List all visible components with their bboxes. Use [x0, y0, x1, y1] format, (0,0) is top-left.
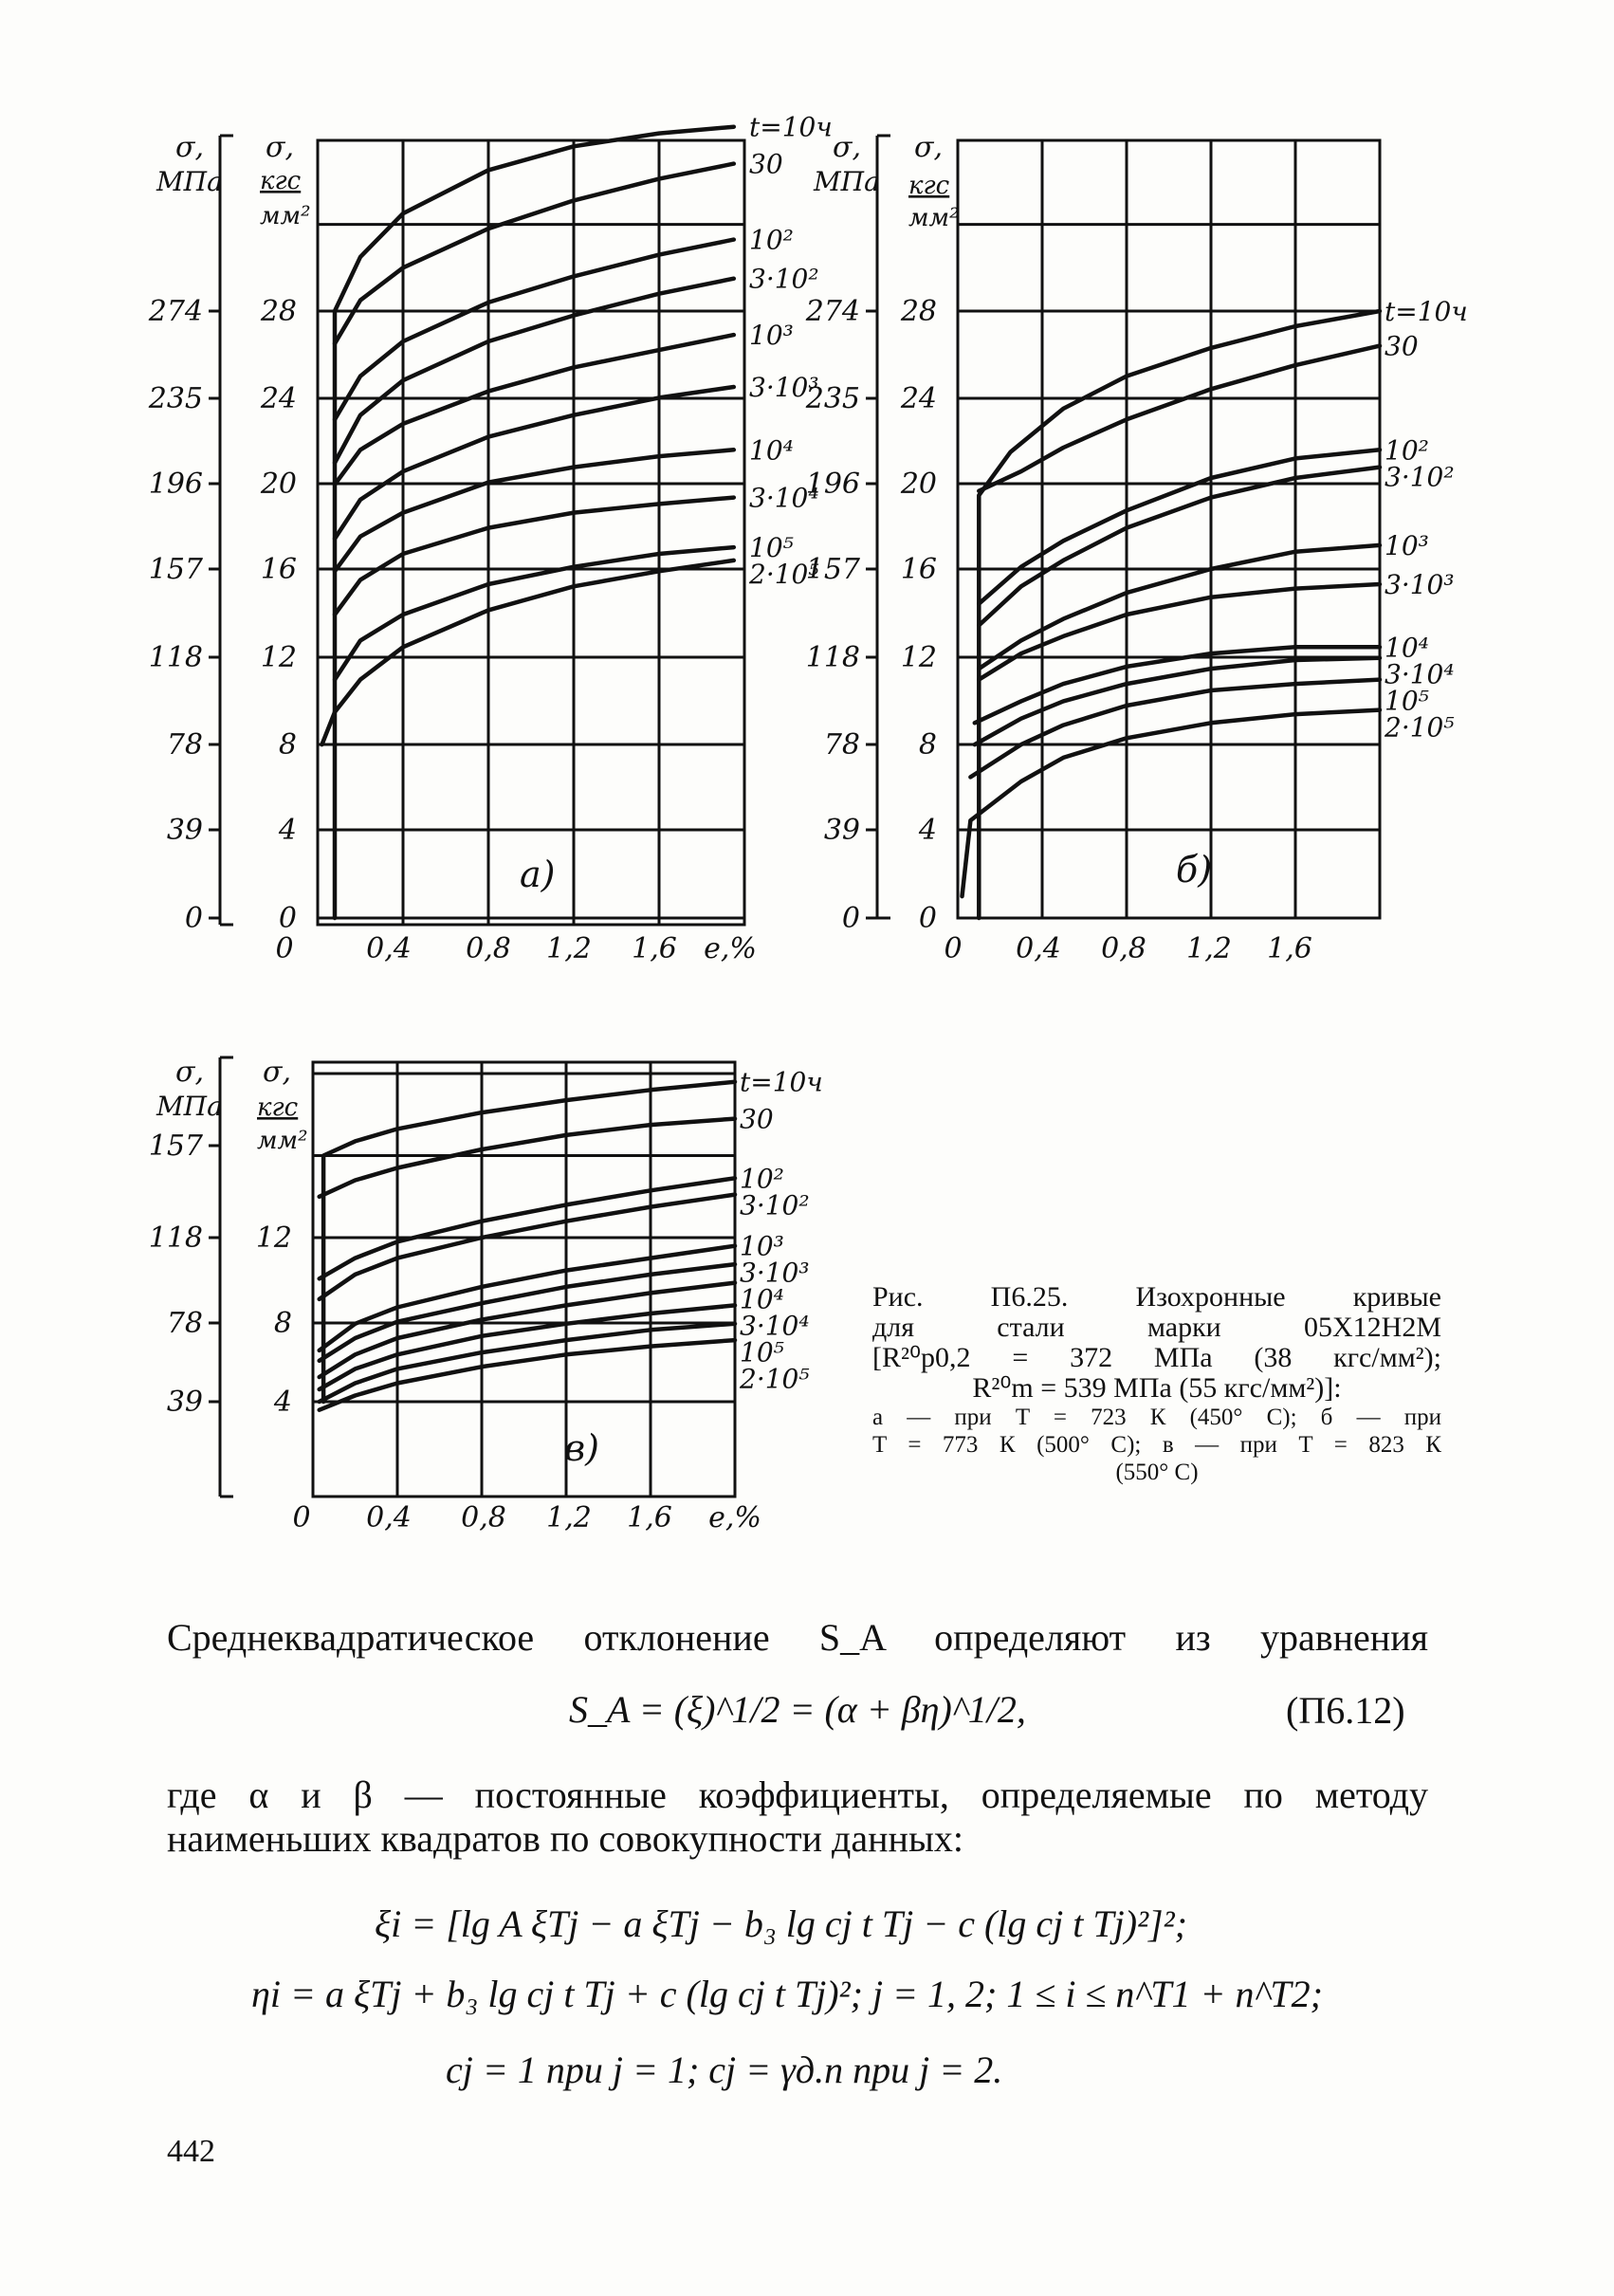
mpa-tick-label: 39	[823, 814, 860, 847]
x-tick-label: 1,2	[546, 932, 592, 965]
paragraph-sa-intro: Среднеквадратическое отклонение S_A определяют из уравнения	[167, 1616, 1428, 1659]
x-tick-label: е,%	[704, 932, 757, 965]
isochronous-curve	[975, 658, 1380, 744]
mpa-tick-label: 157	[148, 1130, 203, 1163]
x-tick-label: 0	[944, 932, 963, 965]
caption-tensile-line: R²⁰m = 539 МПа (55 кгс/мм²)]:	[972, 1372, 1342, 1404]
series-label: 3·10⁴	[1385, 658, 1455, 690]
series-label: 3·10⁴	[740, 1310, 810, 1342]
panel-letter: в)	[564, 1427, 599, 1469]
mpa-tick-label: 157	[805, 553, 860, 586]
mpa-tick-label: 235	[148, 382, 203, 415]
x-tick-label: 0,4	[1016, 932, 1061, 965]
kgf-axis-unit-den: мм²	[260, 202, 311, 230]
series-label: 10³	[1385, 529, 1429, 561]
mpa-axis-symbol: σ,	[175, 131, 205, 164]
kgf-tick-label: 8	[918, 728, 937, 762]
x-tick-label: 1,2	[546, 1501, 592, 1534]
isochronous-curve	[322, 560, 734, 744]
kgf-tick-label: 12	[900, 641, 937, 674]
mpa-tick-label: 118	[148, 1221, 203, 1255]
series-label: 10²	[740, 1163, 784, 1195]
x-tick-label: 1,6	[627, 1501, 672, 1534]
series-label: 2·10⁵	[1385, 711, 1455, 744]
x-tick-label: 1,6	[632, 932, 677, 965]
series-label: 10³	[749, 320, 794, 352]
plot-frame	[318, 140, 744, 925]
formula-cj: cj = 1 при j = 1; cj = γд.п при j = 2.	[446, 2048, 1003, 2091]
series-label: 3·10³	[740, 1257, 810, 1289]
kgf-tick-label: 20	[260, 468, 297, 501]
kgf-tick-label: 16	[900, 553, 937, 586]
mpa-axis-unit: МПа	[156, 166, 223, 197]
panel-letter: б)	[1176, 849, 1213, 891]
chart-panel-c	[149, 1056, 823, 1534]
kgf-tick-label: 0	[918, 902, 937, 935]
series-label: 3·10²	[740, 1189, 810, 1221]
x-tick-label: 1,2	[1186, 932, 1232, 965]
kgf-tick-label: 8	[278, 728, 297, 762]
x-tick-label: 0,8	[461, 1501, 506, 1534]
kgf-tick-label: 4	[273, 1386, 292, 1419]
isochronous-curve	[979, 346, 1380, 491]
series-label: 3·10²	[749, 263, 819, 295]
isochronous-curve	[335, 279, 734, 463]
kgf-tick-label: 28	[260, 295, 297, 328]
paragraph-coefficients-line-1: где α и β — постоянные коэффициенты, определяемые по методу	[167, 1773, 1428, 1816]
kgf-axis-unit-num: кгс	[257, 1093, 299, 1122]
mpa-tick-label: 0	[184, 902, 203, 935]
isochronous-curve	[963, 710, 1381, 897]
series-label: t=10ч	[740, 1066, 823, 1098]
mpa-tick-label: 39	[166, 814, 203, 847]
caption-temp-line-2: T = 773 К (500° С); в — при T = 823 К	[872, 1432, 1441, 1458]
series-label: t=10ч	[749, 111, 833, 143]
caption-yield-line: [R²⁰p0,2 = 372 МПа (38 кгс/мм²);	[872, 1342, 1441, 1373]
series-label: 3·10³	[1385, 569, 1455, 600]
kgf-axis-unit-num: кгс	[260, 167, 302, 195]
page-number: 442	[167, 2134, 215, 2169]
isochronous-curve	[320, 1119, 735, 1197]
mpa-tick-label: 78	[166, 1307, 203, 1340]
chart-panel-b	[805, 131, 1468, 965]
mpa-tick-label: 274	[805, 295, 860, 328]
caption-temp-line-3: (550° С)	[1115, 1460, 1199, 1485]
x-tick-label: 0,8	[1101, 932, 1146, 965]
mpa-axis-symbol: σ,	[175, 1056, 205, 1089]
series-label: 10⁵	[749, 532, 794, 564]
mpa-axis-symbol: σ,	[833, 131, 862, 164]
series-label: 10²	[749, 224, 794, 256]
mpa-tick-label: 196	[805, 468, 860, 501]
isochronous-curve	[335, 127, 734, 918]
x-tick-label: е,%	[708, 1501, 761, 1534]
formula-eta: ηi = a ξTj + b₃ lg cj t Tj + c (lg cj t Tj)²; j = 1, 2; 1 ≤ i ≤ n^T1 + n^T2;	[251, 1973, 1323, 2015]
series-label: 10⁴	[749, 434, 794, 467]
series-label: 30	[740, 1103, 774, 1135]
x-tick-label: 0,8	[466, 932, 511, 965]
isochronous-curve	[323, 1082, 735, 1402]
mpa-axis-unit: МПа	[814, 166, 880, 197]
mpa-tick-label: 0	[841, 902, 860, 935]
kgf-tick-label: 16	[260, 553, 297, 586]
kgf-tick-label: 24	[260, 382, 297, 415]
isochronous-curve	[979, 545, 1380, 669]
isochronous-curve	[320, 1246, 735, 1350]
kgf-tick-label: 24	[900, 382, 937, 415]
series-label: 2·10⁵	[740, 1363, 810, 1395]
x-tick-label: 0,4	[366, 932, 412, 965]
kgf-tick-label: 20	[900, 468, 937, 501]
x-tick-label: 1,6	[1267, 932, 1312, 965]
kgf-tick-label: 12	[255, 1221, 292, 1255]
formula-p6-12: S_A = (ξ)^1/2 = (α + βη)^1/2,	[569, 1688, 1026, 1731]
mpa-tick-label: 39	[166, 1386, 203, 1419]
kgf-tick-label: 4	[278, 814, 297, 847]
kgf-axis-symbol: σ,	[263, 1056, 292, 1089]
x-tick-label: 0	[275, 932, 294, 965]
isochronous-curve	[335, 335, 734, 485]
series-label: 10⁴	[1385, 632, 1429, 664]
mpa-tick-label: 274	[148, 295, 203, 328]
kgf-tick-label: 12	[260, 641, 297, 674]
series-label: 2·10⁵	[749, 559, 819, 591]
mpa-tick-label: 157	[148, 553, 203, 586]
series-label: 3·10²	[1385, 461, 1455, 493]
mpa-tick-label: 78	[166, 728, 203, 762]
mpa-tick-label: 235	[805, 382, 860, 415]
series-label: 3·10³	[749, 372, 819, 403]
series-label: t=10ч	[1385, 296, 1468, 327]
kgf-axis-unit-num: кгс	[908, 172, 950, 200]
figure-caption	[872, 1282, 1441, 1486]
kgf-tick-label: 28	[900, 295, 937, 328]
kgf-axis-unit-den: мм²	[257, 1127, 308, 1155]
mpa-tick-label: 118	[148, 641, 203, 674]
mpa-tick-label: 118	[805, 641, 860, 674]
mpa-tick-label: 78	[823, 728, 860, 762]
series-label: 10³	[740, 1230, 784, 1262]
caption-steel-line: для стали марки 05Х12Н2М	[872, 1312, 1441, 1343]
series-label: 30	[1385, 330, 1419, 362]
caption-temp-line-1: а — при T = 723 К (450° С); б — при	[872, 1405, 1441, 1430]
kgf-axis-unit-den: мм²	[908, 204, 960, 232]
series-label: 10²	[1385, 434, 1429, 467]
mpa-tick-label: 196	[148, 468, 203, 501]
caption-title-line: Рис. П6.25. Изохронные кривые	[872, 1281, 1441, 1313]
panel-letter: а)	[520, 854, 556, 895]
kgf-axis-symbol: σ,	[914, 131, 944, 164]
kgf-tick-label: 8	[273, 1307, 292, 1340]
x-tick-label: 0,4	[366, 1501, 412, 1534]
series-label: 3·10⁴	[749, 482, 819, 514]
paragraph-coefficients-line-2: наименьших квадратов по совокупности данных:	[167, 1817, 963, 1860]
x-tick-label: 0	[292, 1501, 311, 1534]
formula-xi: ξi = [lg A ξTj − a ξTj − b₃ lg cj t Tj − c (lg cj t Tj)²]²;	[375, 1902, 1187, 1945]
kgf-tick-label: 0	[278, 902, 297, 935]
kgf-tick-label: 4	[918, 814, 937, 847]
series-label: 30	[749, 148, 783, 180]
mpa-axis-unit: МПа	[156, 1091, 223, 1122]
kgf-axis-symbol: σ,	[266, 131, 295, 164]
series-label: 10⁵	[740, 1336, 784, 1368]
series-label: 10⁵	[1385, 685, 1429, 717]
chart-panel-a	[148, 112, 833, 965]
equation-number: (П6.12)	[1286, 1689, 1405, 1732]
series-label: 10⁴	[740, 1283, 784, 1315]
plot-frame	[958, 140, 1380, 918]
